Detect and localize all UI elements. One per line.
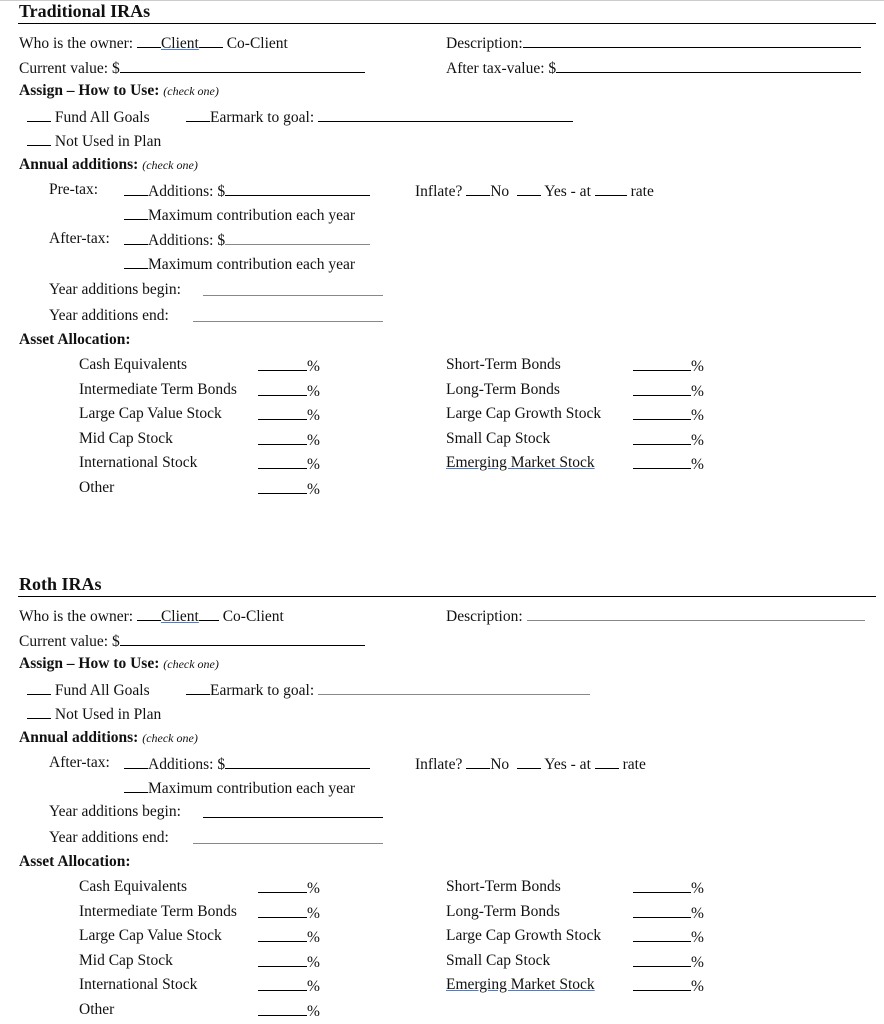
allocation-percent-field[interactable] xyxy=(633,356,691,371)
allocation-label: Cash Equivalents xyxy=(79,878,188,895)
co-client-option: Co-Client xyxy=(226,35,288,52)
inflate-no: No xyxy=(490,183,510,200)
allocation-percent-row xyxy=(633,430,704,450)
allocation-percent-row xyxy=(633,356,704,376)
allocation-percent-field[interactable] xyxy=(633,976,691,991)
inflate-yes: Yes - at xyxy=(544,183,591,200)
client-option[interactable]: Client xyxy=(160,608,199,625)
year-end-field[interactable] xyxy=(193,307,383,322)
check-one-note: (check one) xyxy=(163,657,219,671)
allocation-percent-row xyxy=(258,878,320,898)
allocation-percent-field[interactable] xyxy=(258,356,307,371)
section-title: Traditional IRAs xyxy=(19,1,151,21)
pretax-additions-field[interactable] xyxy=(225,181,370,196)
inflate-yes-blank[interactable] xyxy=(517,181,541,196)
inflate-yes: Yes - at xyxy=(544,756,591,773)
fund-all-label: Fund All Goals xyxy=(54,109,150,126)
asset-allocation-label: Asset Allocation: xyxy=(19,331,131,348)
allocation-percent-field[interactable] xyxy=(633,878,691,893)
assign-label: Assign – How to Use: xyxy=(19,82,160,99)
percent-sign: % xyxy=(307,880,320,897)
percent-sign: % xyxy=(307,358,320,375)
after-tax-label: After tax-value: $ xyxy=(446,60,557,77)
after-tax-row xyxy=(446,58,861,78)
aftertax-label: After-tax: xyxy=(49,230,110,247)
percent-sign: % xyxy=(691,456,704,474)
fund-all-blank[interactable] xyxy=(27,107,51,122)
after-tax-field[interactable] xyxy=(556,58,861,73)
not-used-blank[interactable] xyxy=(27,704,51,719)
allocation-percent-row xyxy=(633,381,704,401)
additions-label: Additions: $ xyxy=(148,183,226,200)
allocation-label: Emerging Market Stock xyxy=(446,454,595,472)
allocation-percent-row xyxy=(258,479,320,499)
allocation-percent-field[interactable] xyxy=(258,381,307,396)
inflate-no-blank[interactable] xyxy=(466,754,490,769)
year-end-label: Year additions end: xyxy=(49,829,169,846)
percent-sign: % xyxy=(691,358,704,375)
aftertax-additions-blank[interactable] xyxy=(124,230,148,245)
allocation-percent-field[interactable] xyxy=(258,903,307,918)
allocation-label: Long-Term Bonds xyxy=(446,902,560,920)
earmark-row xyxy=(186,680,590,700)
rate-label: rate xyxy=(622,756,646,773)
year-end-field[interactable] xyxy=(193,829,383,844)
aftertax-additions-blank[interactable] xyxy=(124,754,148,769)
allocation-percent-row xyxy=(633,903,704,923)
inflate-label: Inflate? xyxy=(415,756,463,773)
aftertax-max-row xyxy=(124,778,355,798)
assign-row xyxy=(19,655,219,673)
percent-sign: % xyxy=(307,481,320,498)
fund-all-blank[interactable] xyxy=(27,680,51,695)
earmark-row xyxy=(186,107,573,127)
description-label: Description: xyxy=(446,608,523,625)
annual-label: Annual additions: xyxy=(19,156,139,173)
description-field[interactable] xyxy=(523,33,861,48)
percent-sign: % xyxy=(691,382,704,400)
allocation-percent-field[interactable] xyxy=(633,430,691,445)
year-begin-row xyxy=(49,803,181,821)
allocation-percent-row xyxy=(258,405,320,425)
not-used-label: Not Used in Plan xyxy=(54,133,162,150)
percent-sign: % xyxy=(307,456,320,474)
allocation-label: Large Cap Growth Stock xyxy=(446,405,602,423)
earmark-goal-field[interactable] xyxy=(318,680,590,695)
not-used-blank[interactable] xyxy=(27,131,51,146)
inflate-no-blank[interactable] xyxy=(466,181,490,196)
owner-row xyxy=(19,606,284,626)
allocation-percent-row xyxy=(633,976,704,996)
percent-sign: % xyxy=(307,978,320,996)
check-one-note: (check one) xyxy=(142,731,198,745)
inflate-yes-blank[interactable] xyxy=(517,754,541,769)
earmark-blank[interactable] xyxy=(186,680,210,695)
allocation-percent-row xyxy=(258,381,320,401)
allocation-percent-row xyxy=(633,878,704,898)
percent-sign: % xyxy=(691,880,704,897)
client-blank[interactable] xyxy=(137,33,161,48)
aftertax-additions-row xyxy=(124,230,370,250)
allocation-percent-row xyxy=(258,454,320,474)
inflate-row xyxy=(415,181,654,201)
percent-sign: % xyxy=(691,978,704,996)
pretax-additions-blank[interactable] xyxy=(124,181,148,196)
allocation-percent-field[interactable] xyxy=(633,405,691,420)
earmark-blank[interactable] xyxy=(186,107,210,122)
rate-label: rate xyxy=(630,183,654,200)
co-client-blank[interactable] xyxy=(199,606,219,621)
owner-row xyxy=(19,33,288,53)
owner-label: Who is the owner: xyxy=(19,608,134,625)
allocation-label: Other xyxy=(79,479,115,496)
year-begin-label: Year additions begin: xyxy=(49,281,181,298)
earmark-goal-field[interactable] xyxy=(318,107,573,122)
current-value-field[interactable] xyxy=(120,631,365,646)
allocation-label: Long-Term Bonds xyxy=(446,380,560,398)
allocation-percent-field[interactable] xyxy=(258,1001,307,1016)
fund-all-row xyxy=(27,107,150,127)
current-value-row xyxy=(19,631,365,651)
co-client-option: Co-Client xyxy=(222,608,284,625)
description-row xyxy=(446,606,865,626)
max-contrib-label: Maximum contribution each year xyxy=(148,207,356,224)
percent-sign: % xyxy=(307,929,320,947)
max-contrib-label: Maximum contribution each year xyxy=(148,256,356,273)
additions-label: Additions: $ xyxy=(148,756,226,773)
allocation-percent-row xyxy=(258,976,320,996)
current-value-label: Current value: $ xyxy=(19,633,120,650)
percent-sign: % xyxy=(691,904,704,922)
allocation-percent-field[interactable] xyxy=(258,952,307,967)
inflate-no: No xyxy=(490,756,510,773)
allocation-percent-row xyxy=(258,1001,320,1021)
allocation-percent-field[interactable] xyxy=(258,405,307,420)
inflate-rate-field[interactable] xyxy=(595,754,619,769)
percent-sign: % xyxy=(307,382,320,400)
check-one-note: (check one) xyxy=(163,84,219,98)
allocation-label: Emerging Market Stock xyxy=(446,976,595,994)
assign-label: Assign – How to Use: xyxy=(19,655,160,672)
annual-row xyxy=(19,729,198,747)
year-begin-field[interactable] xyxy=(203,281,383,296)
allocation-label: Large Cap Value Stock xyxy=(79,405,222,423)
percent-sign: % xyxy=(307,904,320,922)
inflate-label: Inflate? xyxy=(415,183,463,200)
inflate-row xyxy=(415,754,646,774)
allocation-label: Mid Cap Stock xyxy=(79,951,173,969)
allocation-percent-row xyxy=(633,927,704,947)
client-option[interactable]: Client xyxy=(160,35,199,52)
percent-sign: % xyxy=(691,407,704,425)
aftertax-max-row xyxy=(124,254,355,274)
fund-all-row xyxy=(27,680,150,700)
allocation-percent-field[interactable] xyxy=(633,381,691,396)
allocation-label: International Stock xyxy=(79,976,198,994)
allocation-percent-field[interactable] xyxy=(633,903,691,918)
current-value-field[interactable] xyxy=(120,58,365,73)
allocation-percent-row xyxy=(633,952,704,972)
year-begin-field[interactable] xyxy=(203,803,383,818)
allocation-percent-field[interactable] xyxy=(633,454,691,469)
allocation-percent-row xyxy=(258,356,320,376)
allocation-label: Small Cap Stock xyxy=(446,951,551,969)
client-blank[interactable] xyxy=(137,606,161,621)
allocation-label: Short-Term Bonds xyxy=(446,356,561,373)
earmark-label: Earmark to goal: xyxy=(210,109,315,126)
allocation-label: Intermediate Term Bonds xyxy=(79,380,237,398)
title-rule xyxy=(18,596,876,597)
allocation-percent-field[interactable] xyxy=(258,878,307,893)
not-used-label: Not Used in Plan xyxy=(54,706,162,723)
percent-sign: % xyxy=(307,1003,320,1020)
year-begin-row xyxy=(49,281,181,299)
year-begin-label: Year additions begin: xyxy=(49,803,181,820)
max-contrib-label: Maximum contribution each year xyxy=(148,780,356,797)
owner-label: Who is the owner: xyxy=(19,35,134,52)
percent-sign: % xyxy=(307,953,320,971)
inflate-rate-field[interactable] xyxy=(595,181,627,196)
percent-sign: % xyxy=(691,953,704,971)
allocation-percent-row xyxy=(258,927,320,947)
aftertax-additions-field[interactable] xyxy=(225,754,370,769)
percent-sign: % xyxy=(691,929,704,947)
pretax-label: Pre-tax: xyxy=(49,181,99,198)
percent-sign: % xyxy=(691,431,704,449)
allocation-percent-row xyxy=(633,405,704,425)
allocation-label: Cash Equivalents xyxy=(79,356,188,373)
allocation-percent-row xyxy=(633,454,704,474)
aftertax-additions-row xyxy=(124,754,370,774)
current-value-row xyxy=(19,58,365,78)
allocation-percent-field[interactable] xyxy=(633,952,691,967)
allocation-percent-row xyxy=(258,430,320,450)
description-row xyxy=(446,33,861,53)
allocation-label: International Stock xyxy=(79,454,198,472)
check-one-note: (check one) xyxy=(142,158,198,172)
section-title: Roth IRAs xyxy=(19,574,102,594)
percent-sign: % xyxy=(307,431,320,449)
year-end-label: Year additions end: xyxy=(49,307,169,324)
allocation-label: Small Cap Stock xyxy=(446,429,551,447)
co-client-blank[interactable] xyxy=(199,33,223,48)
allocation-percent-field[interactable] xyxy=(633,927,691,942)
allocation-label: Short-Term Bonds xyxy=(446,878,561,895)
fund-all-label: Fund All Goals xyxy=(54,682,150,699)
allocation-label: Other xyxy=(79,1001,115,1018)
allocation-label: Large Cap Growth Stock xyxy=(446,927,602,945)
allocation-percent-field[interactable] xyxy=(258,479,307,494)
annual-row xyxy=(19,156,198,174)
aftertax-max-blank[interactable] xyxy=(124,778,148,793)
current-value-label: Current value: $ xyxy=(19,60,120,77)
aftertax-label: After-tax: xyxy=(49,754,110,771)
additions-label: Additions: $ xyxy=(148,232,226,249)
allocation-percent-row xyxy=(258,903,320,923)
year-end-row xyxy=(49,829,169,847)
allocation-percent-field[interactable] xyxy=(258,927,307,942)
assign-row xyxy=(19,82,219,100)
description-label: Description: xyxy=(446,35,523,52)
annual-label: Annual additions: xyxy=(19,729,139,746)
allocation-label: Mid Cap Stock xyxy=(79,429,173,447)
not-used-row xyxy=(27,704,161,724)
pretax-additions-row xyxy=(124,181,370,201)
title-rule xyxy=(18,23,876,24)
pretax-max-row xyxy=(124,205,355,225)
percent-sign: % xyxy=(307,407,320,425)
asset-allocation-label: Asset Allocation: xyxy=(19,853,131,870)
not-used-row xyxy=(27,131,161,151)
pretax-max-blank[interactable] xyxy=(124,205,148,220)
earmark-label: Earmark to goal: xyxy=(210,682,315,699)
aftertax-max-blank[interactable] xyxy=(124,254,148,269)
aftertax-additions-field[interactable] xyxy=(225,230,370,245)
allocation-percent-row xyxy=(258,952,320,972)
description-field[interactable] xyxy=(527,606,865,621)
year-end-row xyxy=(49,307,169,325)
allocation-percent-field[interactable] xyxy=(258,454,307,469)
allocation-percent-field[interactable] xyxy=(258,430,307,445)
allocation-percent-field[interactable] xyxy=(258,976,307,991)
allocation-label: Intermediate Term Bonds xyxy=(79,902,237,920)
allocation-label: Large Cap Value Stock xyxy=(79,927,222,945)
